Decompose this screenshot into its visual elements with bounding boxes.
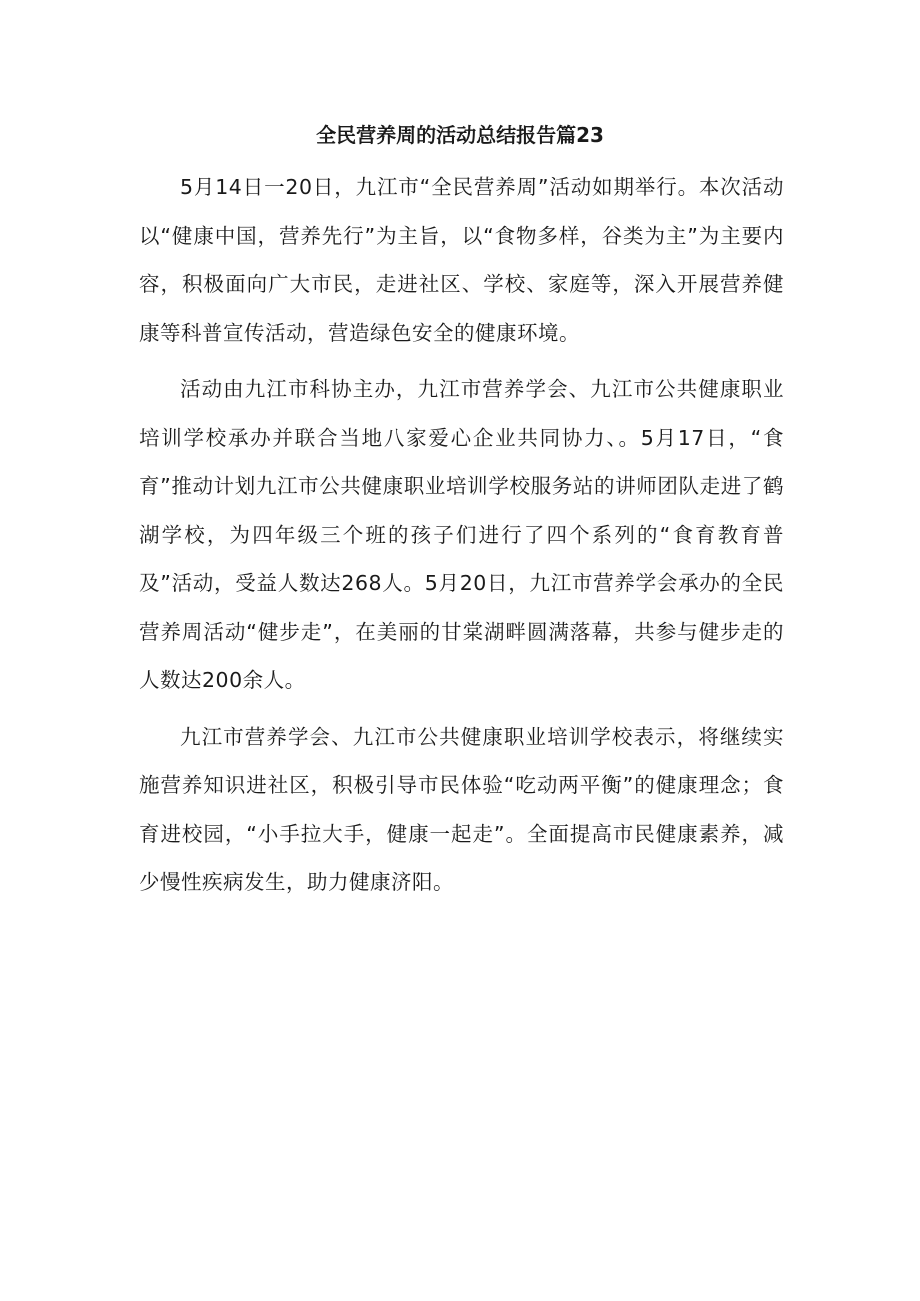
- paragraph: 活动由九江市科协主办，九江市营养学会、九江市公共健康职业培训学校承办并联合当地八家爱心企业共同协力、。5月17日，“食育”推动计划九江市公共健康职业培训学校服务站的讲师团队走进了鹤湖学校，为四年级三个班的孩子们进行了四个系列的“食育教育普及”活动，受益人数达268人。5月20日，九江市营养学会承办的全民营养周活动“健步走”，在美丽的甘棠湖畔圆满落幕，共参与健步走的人数达200余人。: [139, 377, 784, 692]
- document-title: 全民营养周的活动总结报告篇23: [316, 123, 604, 147]
- document-body: [139, 163, 784, 915]
- paragraph: 5月14日一20日，九江市“全民营养周”活动如期举行。本次活动以“健康中国，营养先行”为主旨，以“食物多样，谷类为主”为主要内容，积极面向广大市民，走进社区、学校、家庭等，深入开展营养健康等科普宣传活动，营造绿色安全的健康环境。: [139, 175, 784, 345]
- paragraph: 九江市营养学会、九江市公共健康职业培训学校表示，将继续实施营养知识进社区，积极引导市民体验“吃动两平衡”的健康理念；食育进校园，“小手拉大手，健康一起走”。全面提高市民健康素养，减少慢性疾病发生，助力健康济阳。: [139, 724, 784, 894]
